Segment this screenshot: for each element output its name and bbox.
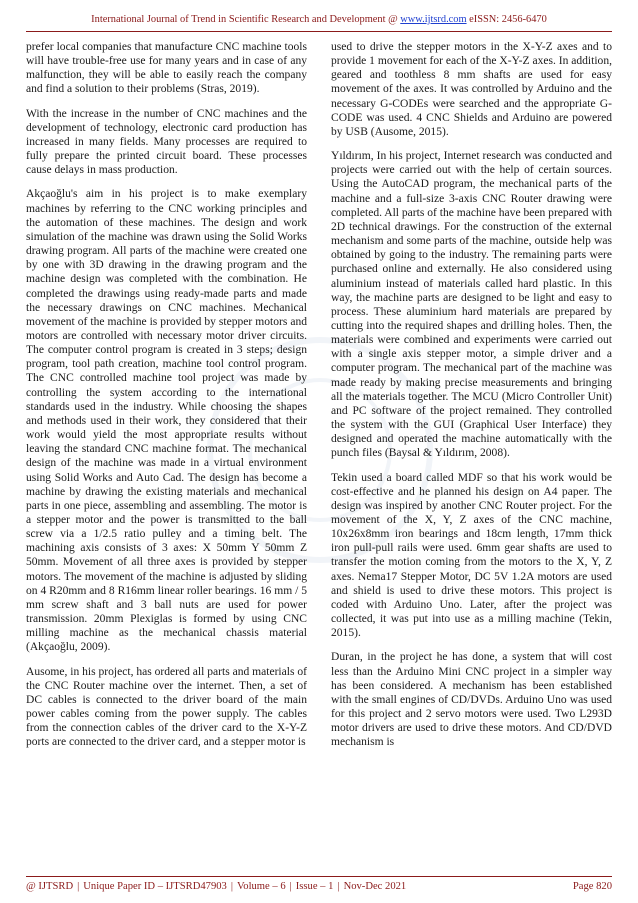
journal-title: International Journal of Trend in Scientific Research and Development @	[91, 14, 398, 25]
right-column	[331, 40, 612, 760]
page-footer	[26, 881, 612, 895]
paragraph-cnc-increase: With the increase in the number of CNC machines and the development of technology, electronic card production has increased in many fields. Many processes are required to fully prepare the printed circuit board. These processes cause delays in mass production.	[26, 107, 307, 177]
journal-website-link[interactable]: www.ijtsrd.com	[400, 14, 467, 25]
footer-paper-id: Unique Paper ID – IJTSRD47903	[83, 881, 227, 892]
footer-journal-ref: @ IJTSRD	[26, 881, 74, 892]
footer-volume: Volume – 6	[236, 881, 286, 892]
paragraph-ausome-continued: used to drive the stepper motors in the X-Y-Z axes and to provide 1 movement for each of the X-Y-Z axes. In addition, geared and toothless 8 mm shafts are used for easy movement of the axes. It was controlled by Arduino and the necessary G-CODEs were searched and the appropriate G-CODE was used. 4 CNC Shields and Arduino are powered by USB (Ausome, 2015).	[331, 41, 612, 138]
paragraph-tekin: Tekin used a board called MDF so that his work would be cost-effective and he planned his design on A4 paper. The design was inspired by another CNC Router project. For the movement of the X, Y, Z axes of the CNC machine, 10x26x8mm iron bearings and 18cm length, 17mm thick iron pull-pull rails were used. 6mm gear shafts are used to transfer the motion coming from the motors to the X, Y, Z axes. Nema17 Stepper Motor, DC 5V 1.2A motors are used and shield is used to drive these motors. This project is coded with Arduino Uno. Later, after the project was collected, it was put into use as a milling machine (Tekin, 2015).	[331, 471, 612, 640]
journal-issn: eISSN: 2456-6470	[469, 14, 547, 25]
footer-date: Nov-Dec 2021	[343, 881, 407, 892]
footer-page-number: Page 820	[572, 881, 612, 892]
left-column	[26, 40, 307, 760]
journal-header	[0, 14, 638, 25]
paragraph-local-companies: prefer local companies that manufacture CNC machine tools will have trouble-free use for many years and in case of any malfunction, they will be able to easily reach the company and find a solution to their problems (Stras, 2019).	[26, 41, 307, 96]
paragraph-yildirim: Yıldırım, In his project, Internet research was conducted and projects were carried out with the help of certain sources. Using the AutoCAD program, the mechanical parts of the machine and a full-size 3-axis CNC Router drawing were completed. All parts of the machine have been prepared with 2D technical drawings. For the construction of the external mechanism and some parts of the machine, outside help was obtained by going to the industry. The remaining parts were purchased online and externally. He also considered using aluminium instead of materials called hard plastic. In this way, the machine parts are designed to be light and easy to process. These aluminium hard materials are prepared by cutting into the required shapes and drilling holes. Then, the materials were combined and experiments were carried out with a single axis stepper motor, a simple driver and a computer program. The mechanical part of the machine was made ready by making precise measurements and bringing all the materials together. The MCU (Micro Controller Unit) and PC software of the project remained. They controlled the system with the GUI (Graphical User Interface) they designed and operated the machine automatically with the punch files (Baysal & Yıldırım, 2008).	[331, 150, 612, 460]
paragraph-duran: Duran, in the project he has done, a system that will cost less than the Arduino Mini CNC project in a simpler way has been considered. A mechanism has been established with the small engines of CD/DVDs. Arduino Uno was used for this project and 2 servo motors were used. Two L293D motor drivers are used to drive these motors. And CD/DVD mechanism is	[331, 651, 612, 749]
paragraph-akcaoglu: Akçaoğlu's aim in his project is to make exemplary machines by referring to the CNC working principles and the automation of these machines. The design and work simulation of the machine was drawn using the Solid Works drawing program. All parts of the machine were created one by one with 3D drawing in the drawing program and the machine design was completed with the combination. He completed the drawings using ready-made parts and made the necessary drawings on CNC machines. Mechanical movement of the machine is provided by stepper motors and motors are controlled with necessary motor driver circuits. The computer control program is created in 3 steps; design program, tool path creation, machine tool control program. The CNC controlled machine tool project was made by controlling the system according to the international standards used in the industry. While choosing the shapes and methods used in their work, they considered that their work would yield the most appropriate results without leaving the standard CNC machine format. The mechanical design of the machine was made in a virtual environment using Solid Works and Auto Cad. The design has become a machine by drawing the existing materials and mechanical parts in one piece, assembling and assembling. The motor is a stepper motor and the power is transmitted to the ball screw via a 1/2.5 ratio pulley and a timing belt. The machining axis consists of 3 axes: X 50mm Y 50mm Z 50mm. Movement of all three axes is provided by stepper motors. The movement of the machine is adjusted by sliding on 4 R20mm and 8 R16mm linear roller bearings. 16 mm / 5 mm screw shaft and 3 ball nuts are used for power transmission. 20mm Plexiglas is formed by using CNC milling machine as the mechanical chassis material (Akçaoğlu, 2009).	[26, 188, 307, 654]
footer-issue: Issue – 1	[295, 881, 334, 892]
footer-divider	[26, 876, 612, 877]
header-divider	[26, 31, 612, 32]
footer-info: @ IJTSRD | Unique Paper ID – IJTSRD47903 | Volume – 6 | Issue – 1 | Nov-Dec 2021	[26, 881, 407, 892]
paragraph-ausome: Ausome, in his project, has ordered all parts and materials of the CNC Router machine over the internet. Then, a set of DC cables is connected to the driver board of the main power cables coming from the power supply. The cables from the connection cables of the driver card to the X-Y-Z ports are connected to the driver card, and a stepper motor is	[26, 665, 307, 749]
